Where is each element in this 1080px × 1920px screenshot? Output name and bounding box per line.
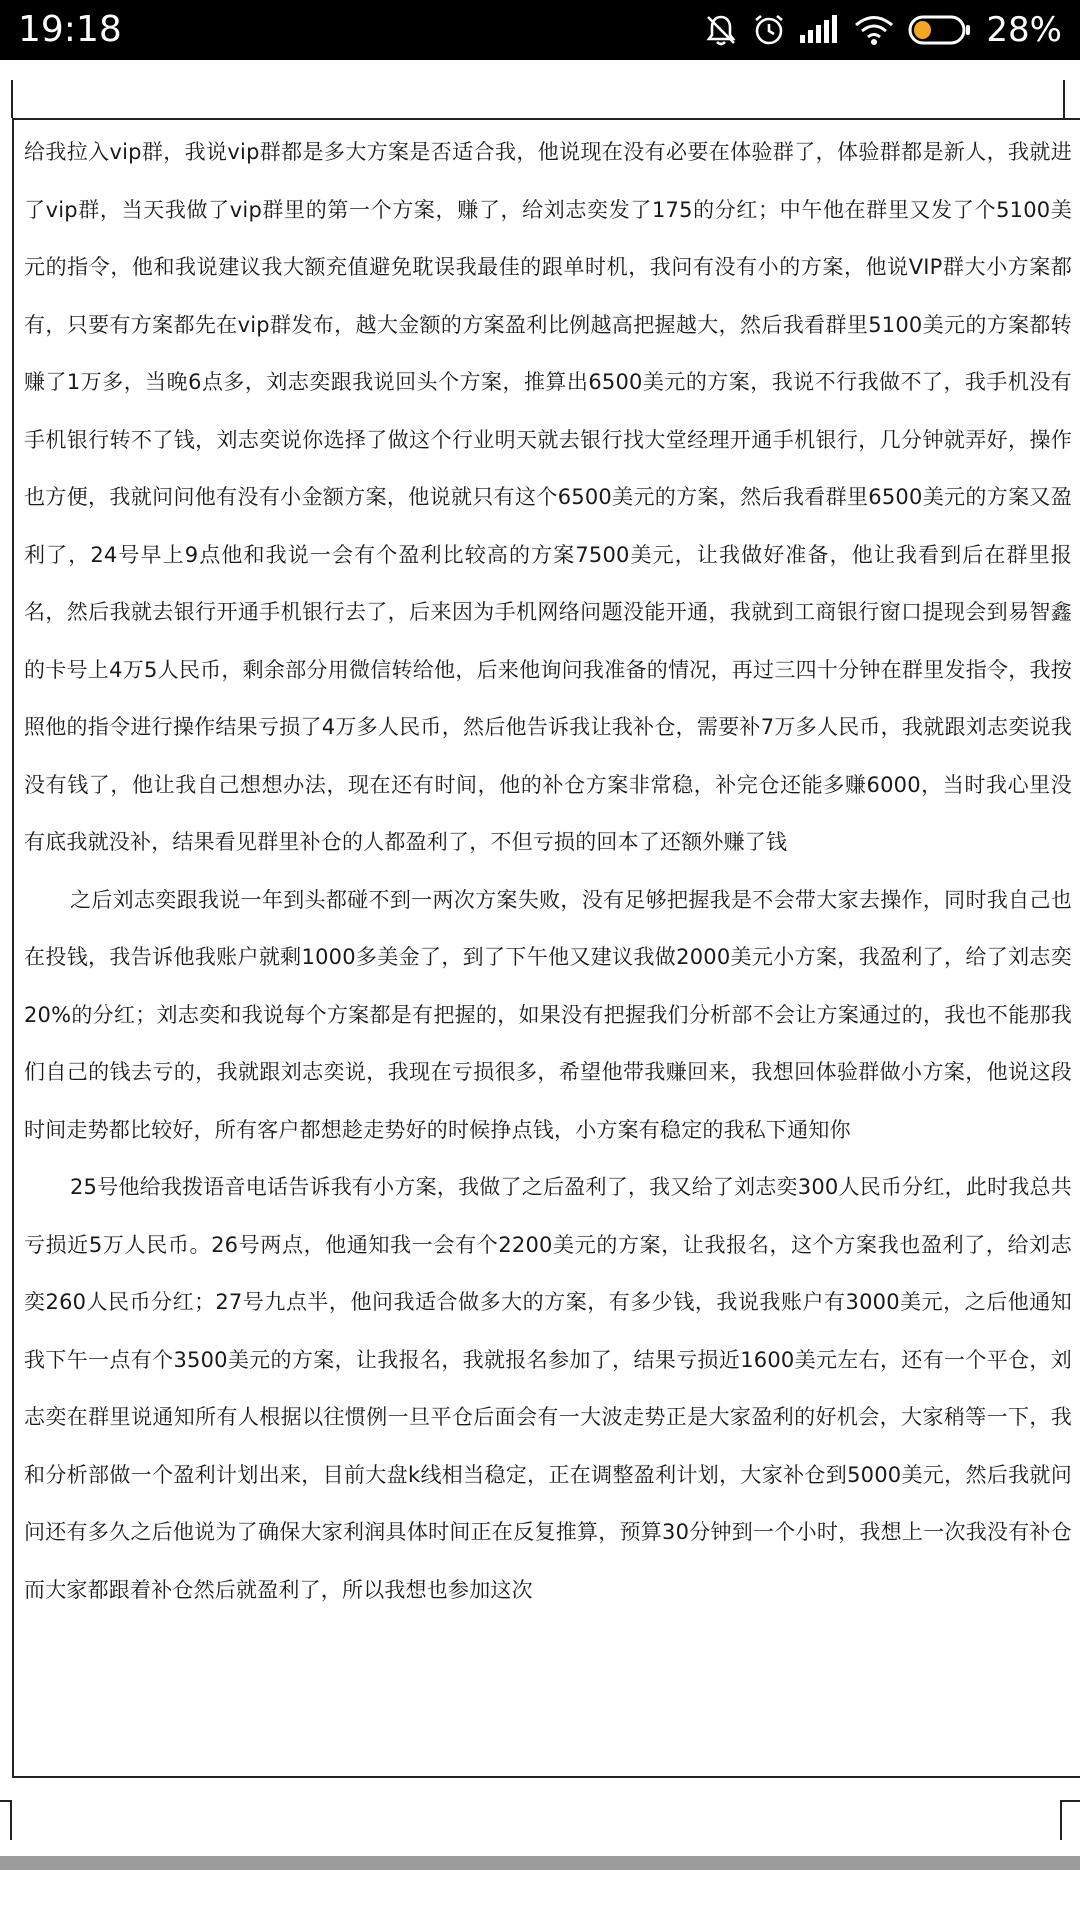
signal-icon xyxy=(800,15,840,45)
crop-mark-top-left xyxy=(11,80,13,118)
status-time: 19:18 xyxy=(18,9,122,50)
battery-icon xyxy=(908,14,972,46)
document-text xyxy=(24,124,1072,1619)
paragraph-3: 25号他给我拨语音电话告诉我有小方案，我做了之后盈利了，我又给了刘志奕300人民币分红，此时我总共亏损近5万人民币。26号两点，他通知我一会有个2200美元的方案，让我报名，这个方案我也盈利了，给刘志奕260人民币分红；27号九点半，他问我适合做多大的方案，有多少钱，我说我账户有3000美元，之后他通知我下午一点有个3500美元的方案，让我报名，我就报名参加了，结果亏损近1600美元左右，还有一个平仓，刘志奕在群里说通知所有人根据以往惯例一旦平仓后面会有一大波走势正是大家盈利的好机会，大家稍等一下，我和分析部做一个盈利计划出来，目前大盘k线相当稳定，正在调整盈利计划，大家补仓到5000美元，然后我就问问还有多久之后他说为了确保大家利润具体时间正在反复推算，预算30分钟到一个小时，我想上一次我没有补仓而大家都跟着补仓然后就盈利了，所以我想也参加这次 xyxy=(24,1175,1072,1602)
crop-mark-top-right xyxy=(1063,80,1065,118)
crop-mark-bottom-right xyxy=(1060,1800,1080,1802)
scroll-indicator-bar xyxy=(0,1856,1080,1870)
battery-percent: 28% xyxy=(986,10,1062,50)
status-bar xyxy=(0,0,1080,60)
alarm-icon xyxy=(752,13,786,47)
crop-mark-bottom-left-v xyxy=(10,1800,12,1840)
wifi-icon xyxy=(854,14,894,46)
paragraph-1: 给我拉入vip群，我说vip群都是多大方案是否适合我，他说现在没有必要在体验群了，体验群都是新人，我就进了vip群，当天我做了vip群里的第一个方案，赚了，给刘志奕发了175的分红；中午他在群里又发了个5100美元的指令，他和我说建议我大额充值避免耽误我最佳的跟单时机，我问有没有小的方案，他说VIP群大小方案都有，只要有方案都先在vip群发布，越大金额的方案盈利比例越高把握越大，然后我看群里5100美元的方案都转赚了1万多，当晚6点多，刘志奕跟我说回头个方案，推算出6500美元的方案，我说不行我做不了，我手机没有手机银行转不了钱，刘志奕说你选择了做这个行业明天就去银行找大堂经理开通手机银行，几分钟就弄好，操作也方便，我就问问他有没有小金额方案，他说就只有这个6500美元的方案，然后我看群里6500美元的方案又盈利了，24号早上9点他和我说一会有个盈利比较高的方案7500美元，让我做好准备，他让我看到后在群里报名，然后我就去银行开通手机银行去了，后来因为手机网络问题没能开通，我就到工商银行窗口提现会到易智鑫的卡号上4万5人民币，剩余部分用微信转给他，后来他询问我准备的情况，再过三四十分钟在群里发指令，我按照他的指令进行操作结果亏损了4万多人民币，然后他告诉我让我补仓，需要补7万多人民币，我就跟刘志奕说我没有钱了，他让我自己想想办法，现在还有时间，他的补仓方案非常稳，补完仓还能多赚6000，当时我心里没有底我就没补，结果看见群里补仓的人都盈利了，不但亏损的回本了还额外赚了钱 xyxy=(24,140,1072,854)
crop-mark-bottom-right-v xyxy=(1060,1800,1062,1840)
bell-off-icon xyxy=(704,13,738,47)
status-icons xyxy=(704,6,1062,54)
paragraph-2: 之后刘志奕跟我说一年到头都碰不到一两次方案失败，没有足够把握我是不会带大家去操作，同时我自己也在投钱，我告诉他我账户就剩1000多美金了，到了下午他又建议我做2000美元小方案，我盈利了，给了刘志奕20%的分红；刘志奕和我说每个方案都是有把握的，如果没有把握我们分析部不会让方案通过的，我也不能那我们自己的钱去亏的，我就跟刘志奕说，我现在亏损很多，希望他带我赚回来，我想回体验群做小方案，他说这段时间走势都比较好，所有客户都想趁走势好的时候挣点钱，小方案有稳定的我私下通知你 xyxy=(24,887,1072,1142)
